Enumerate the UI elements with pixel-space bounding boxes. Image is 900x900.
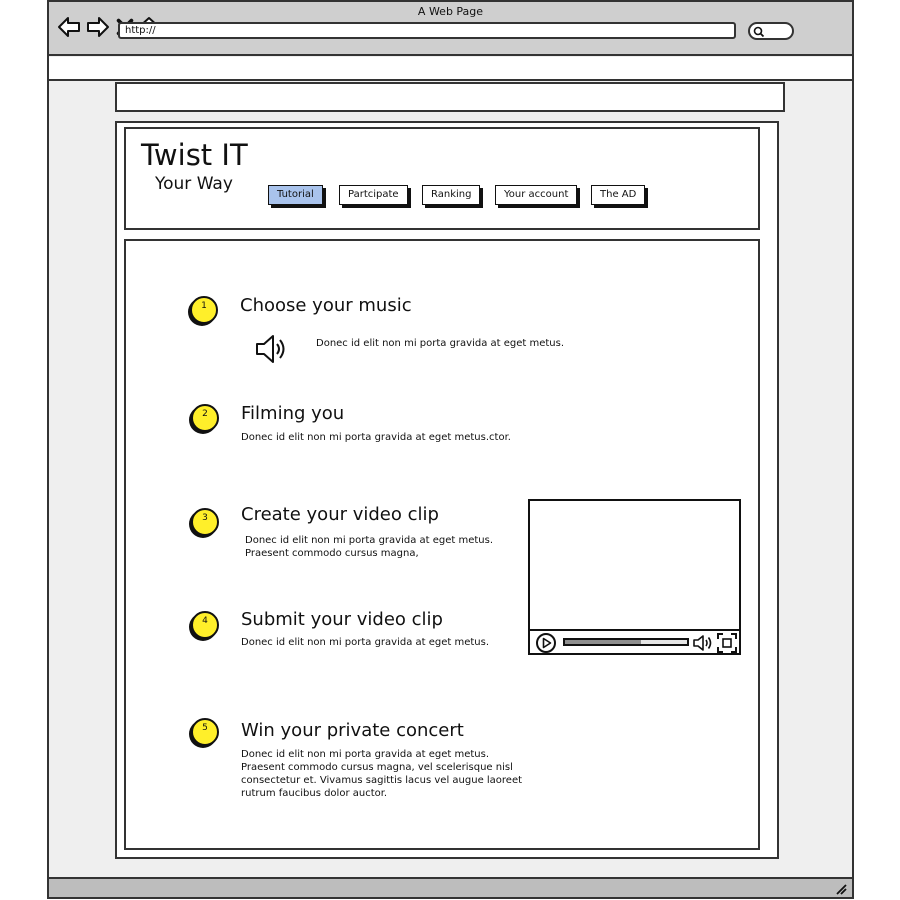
- play-icon[interactable]: [535, 632, 557, 654]
- step-title: Create your video clip: [241, 504, 439, 525]
- video-progress-fill: [565, 640, 641, 644]
- back-icon[interactable]: [57, 15, 81, 39]
- toolbar-strip: [49, 57, 852, 81]
- tab-tutorial[interactable]: Tutorial: [268, 185, 323, 205]
- step-description: Donec id elit non mi porta gravida at eget metus. Praesent commodo cursus magna, vel scelerisque nisl consectetur et. Vivamus sagittis lacus vel augue laoreet rutrum faucibus dolor auctor.: [241, 749, 523, 799]
- step-description: Donec id elit non mi porta gravida at eget metus.ctor.: [241, 432, 511, 443]
- step-description: Donec id elit non mi porta gravida at eget metus.: [241, 637, 490, 648]
- video-player[interactable]: [528, 499, 741, 655]
- forward-icon[interactable]: [86, 15, 110, 39]
- video-controls: [530, 629, 739, 653]
- step-title: Submit your video clip: [241, 609, 443, 630]
- step-title: Choose your music: [240, 295, 412, 316]
- speaker-icon[interactable]: [254, 331, 290, 367]
- site-title: Twist IT: [141, 138, 248, 172]
- step-number-badge: 5: [191, 718, 219, 746]
- step-number-badge: 4: [191, 611, 219, 639]
- status-bar: [49, 877, 852, 897]
- step-title: Filming you: [241, 403, 345, 424]
- search-icon: [753, 26, 765, 38]
- window-title: A Web Page: [417, 5, 484, 18]
- step-description: Donec id elit non mi porta gravida at eget metus.: [316, 338, 565, 349]
- volume-icon[interactable]: [692, 632, 714, 654]
- step-description: Donec id elit non mi porta gravida at eget metus. Praesent commodo cursus magna,: [245, 535, 494, 559]
- step-number-badge: 2: [191, 404, 219, 432]
- step-number-badge: 1: [190, 296, 218, 324]
- tab-ranking[interactable]: Ranking: [422, 185, 480, 205]
- address-bar[interactable]: http://: [118, 22, 736, 39]
- step-number-badge: 3: [191, 508, 219, 536]
- tab-participate[interactable]: Partcipate: [339, 185, 408, 205]
- search-box[interactable]: [748, 22, 794, 40]
- site-subtitle: Your Way: [155, 174, 233, 194]
- tab-the-ad[interactable]: The AD: [591, 185, 645, 205]
- step-title: Win your private concert: [241, 720, 464, 741]
- video-progress-bar[interactable]: [563, 638, 689, 646]
- resize-grip-icon[interactable]: [835, 883, 847, 895]
- fullscreen-icon[interactable]: [716, 632, 738, 654]
- tab-your-account[interactable]: Your account: [495, 185, 577, 205]
- banner-placeholder: [115, 82, 785, 112]
